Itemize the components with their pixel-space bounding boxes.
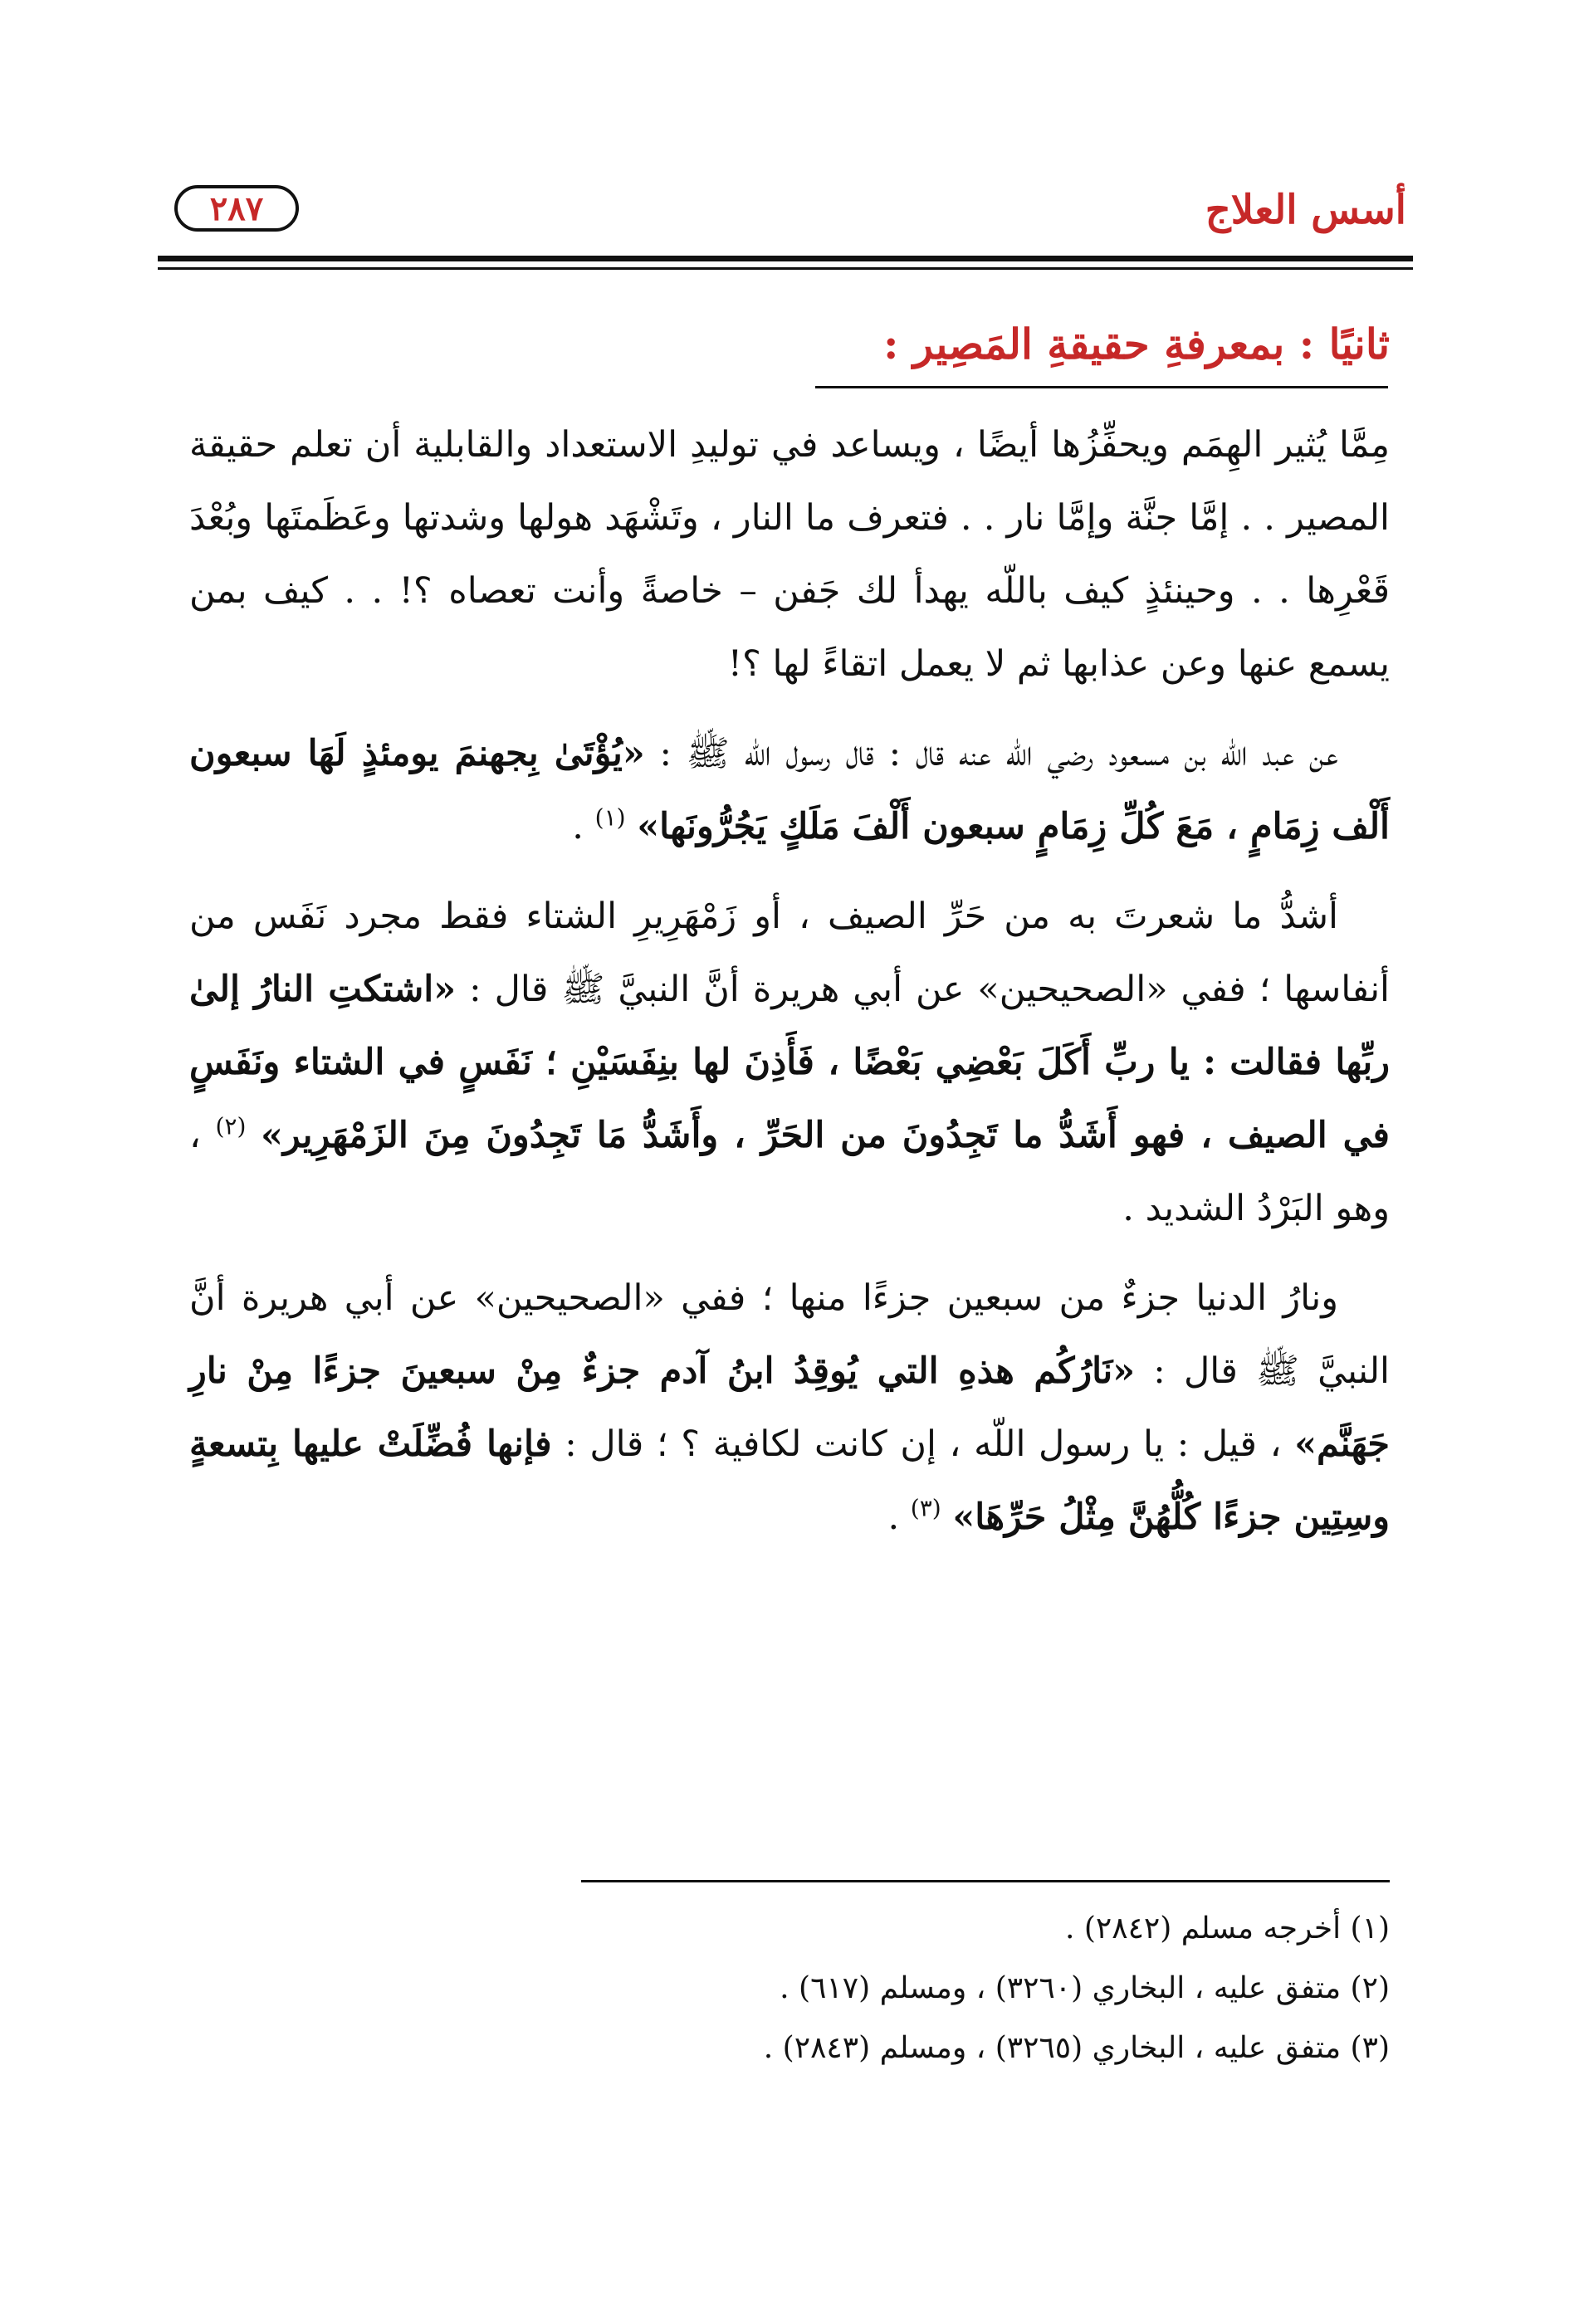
paragraph-text: ، وهو البَرْدُ الشديد . <box>189 1115 1390 1229</box>
footnote-separator <box>581 1880 1390 1882</box>
paragraph-text: عن عبد اللّه بن مسعود رضي الله عنه قال : قال رسول اللّه ﷺ : <box>644 733 1338 774</box>
footnote-ref-3: (٣) <box>910 1494 941 1522</box>
footnote-1: (١) أخرجه مسلم (٢٨٤٢) . <box>1064 1911 1390 1946</box>
heading-underline <box>815 386 1388 388</box>
paragraph-1 <box>189 408 1390 701</box>
running-head: أسس العلاج <box>1205 187 1406 233</box>
footnote-3: (٣) متفق عليه ، البخاري (٣٢٦٥) ، ومسلم (٢٨٤٣) . <box>763 2031 1390 2065</box>
paragraph-text: . <box>572 806 584 847</box>
footnote-ref-2: (٢) <box>215 1112 247 1140</box>
page-number: ٢٨٧ <box>174 185 299 232</box>
paragraph-text: . <box>887 1496 900 1538</box>
paragraph-text: ونارُ الدنيا جزءٌ من سبعين جزءًا منها ؛ ففي «الصحيحين» عن أبي هريرة أنَّ النبيَّ ﷺ قال : <box>189 1277 1390 1392</box>
paragraph-text: أشدُّ ما شعرتَ به من حَرِّ الصيف ، أو زَمْهَرِيرِ الشتاء فقط مجرد نَفَس من أنفاسها ؛ ففي «الصحيحين» عن أبي هريرة أنَّ النبيَّ ﷺ قال : <box>189 896 1390 1010</box>
paragraph-3 <box>189 880 1390 1245</box>
hadith-quote: «نَارُكُم هذهِ التي يُوقِدُ ابنُ آدم جزءٌ مِنْ سبعينَ جزءًا مِنْ نارِ جَهَنَّم» <box>189 1350 1390 1465</box>
section-heading: ثانيًا : بمعرفةِ حقيقةِ المَصِير : <box>882 320 1390 369</box>
hadith-quote: «اشتكتِ النارُ إلىٰ ربِّها فقالت : يا ربِّ أَكَلَ بَعْضِي بَعْضًا ، فَأَذِنَ لها بنِفَسَيْنِ ؛ نَفَسٍ في الشتاء ونَفَسٍ في الصيف ، فهو أَشَدُّ ما تَجِدُونَ من الحَرِّ ، وأَشَدُّ مَا تَجِدُونَ مِنَ الزَمْهَرِير» <box>189 969 1390 1156</box>
paragraph-2 <box>189 717 1390 863</box>
body-text <box>189 408 1390 1570</box>
header-rule-thin <box>158 267 1413 270</box>
header-rule-thick <box>158 256 1413 261</box>
paragraph-text: ، قيل : يا رسول اللّه ، إن كانت لكافية ؟ ؛ قال : <box>551 1423 1282 1465</box>
hadith-quote: فإنها فُضِّلَتْ عليها بِتسعةٍ وسِتِين جزءًا كُلُّهُنَّ مِثْلُ حَرِّهَا» <box>189 1423 1390 1538</box>
footnote-2: (٢) متفق عليه ، البخاري (٣٢٦٠) ، ومسلم (٦١٧) . <box>780 1971 1390 2005</box>
paragraph-4 <box>189 1262 1390 1554</box>
page-header <box>166 178 1406 245</box>
hadith-quote: «يُؤْتَىٰ بِجهنمَ يومئذٍ لَهَا سبعون أَلْف زِمَامٍ ، مَعَ كُلِّ زِمَامٍ سبعون أَلْفَ مَلَكٍ يَجُرُّونَها» <box>189 733 1390 847</box>
footnotes <box>189 1899 1390 2078</box>
footnote-ref-1: (١) <box>594 803 626 832</box>
paragraph-text: مِمَّا يُثير الهِمَم ويحفِّزُها أيضًا ، ويساعد في توليدِ الاستعداد والقابلية أن تعلم حقيقة المصير . . إمَّا جنَّة وإمَّا نار . . فتعرف ما النار ، وتَشْهَد هولها وشدتها وعَظَمتَها وبُعْدَ قَعْرِها . . وحينئذٍ كيف باللّه يهدأ لك جَفن – خاصةً وأنت تعصاه ؟! . . كيف بمن يسمع عنها وعن عذابها ثم لا يعمل اتقاءً لها ؟! <box>189 424 1390 685</box>
